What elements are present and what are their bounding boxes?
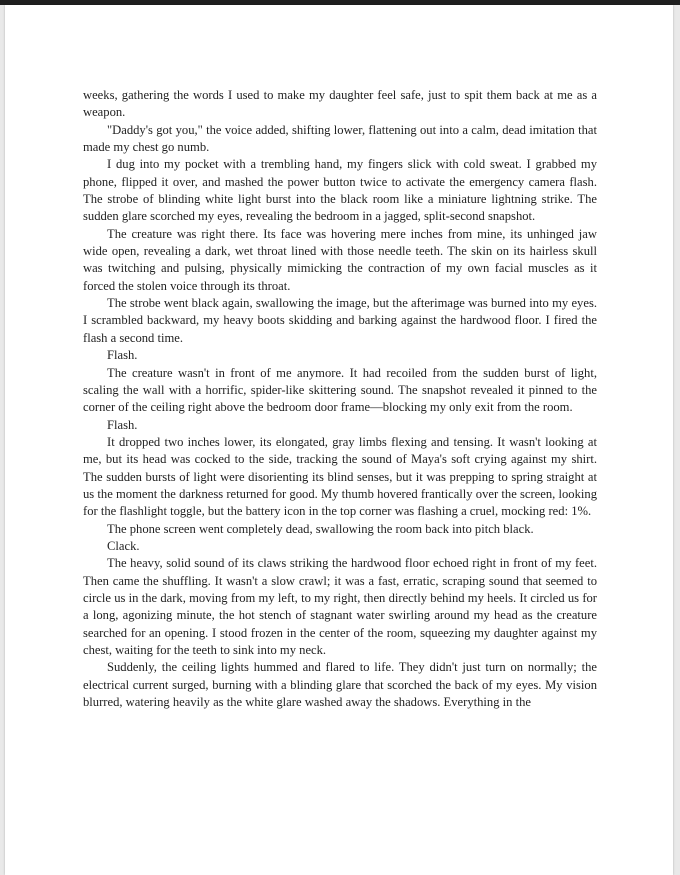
paragraph: It dropped two inches lower, its elongated, gray limbs flexing and tensing. It wasn't looking at me, but its head was cocked to the side, tracking the sound of Maya's soft crying against my shirt. The sudden bursts of light were disorienting its blind senses, but it was prepping to spring straight at us the moment the darkness returned for good. My thumb hovered frantically over the screen, looking for the flashlight toggle, but the battery icon in the top corner was flashing a cruel, mocking red: 1%.	[83, 434, 597, 519]
paragraph: The creature was right there. Its face was hovering mere inches from mine, its unhinged jaw wide open, revealing a dark, wet throat lined with those needle teeth. The skin on its hairless skull was twitching and pulsing, physically mimicking the contraction of my own facial muscles as it forced the stolen voice through its throat.	[83, 226, 597, 293]
document-page	[5, 5, 673, 875]
paragraph: The phone screen went completely dead, swallowing the room back into pitch black.	[107, 521, 534, 536]
paragraph: Suddenly, the ceiling lights hummed and flared to life. They didn't just turn on normally; the electrical current surged, burning with a blinding glare that scorched the back of my eyes. My vision blurred, watering heavily as the white glare washed away the shadows. Everything in the	[83, 660, 597, 710]
paragraph: Flash.	[107, 417, 138, 432]
paragraph: Flash.	[107, 348, 138, 363]
paragraph: I dug into my pocket with a trembling hand, my fingers slick with cold sweat. I grabbed my phone, flipped it over, and mashed the power button twice to activate the emergency camera flash. The strobe of blinding white light burst into the black room like a miniature lightning strike. The sudden glare scorched my eyes, revealing the bedroom in a jagged, split-second snapshot.	[83, 157, 597, 224]
paragraph: The strobe went black again, swallowing the image, but the afterimage was burned into my eyes. I scrambled backward, my heavy boots skidding and barking against the hardwood floor. I fired the flash a second time.	[83, 296, 597, 345]
paragraph: "Daddy's got you," the voice added, shifting lower, flattening out into a calm, dead imitation that made my chest go numb.	[83, 122, 597, 155]
paragraph: Clack.	[107, 538, 140, 553]
paragraph: The creature wasn't in front of me anymore. It had recoiled from the sudden burst of light, scaling the wall with a horrific, spider-like skittering sound. The snapshot revealed it pinned to the corner of the ceiling right above the bedroom door frame—blocking my only exit from the room.	[83, 365, 597, 415]
page-body-text	[83, 87, 597, 711]
paragraph: The heavy, solid sound of its claws striking the hardwood floor echoed right in front of my feet. Then came the shuffling. It wasn't a slow crawl; it was a fast, erratic, scraping sound that seemed to circle us in the dark, moving from my left, to my right, then directly behind my heels. It circled us for a long, agonizing minute, the hot stench of stagnant water swirling around my head as the creature searched for an opening. I stood frozen in the center of the room, squeezing my daughter against my chest, waiting for the teeth to sink into my neck.	[83, 556, 597, 657]
paragraph: weeks, gathering the words I used to make my daughter feel safe, just to spit them back at me as a weapon.	[83, 88, 597, 120]
